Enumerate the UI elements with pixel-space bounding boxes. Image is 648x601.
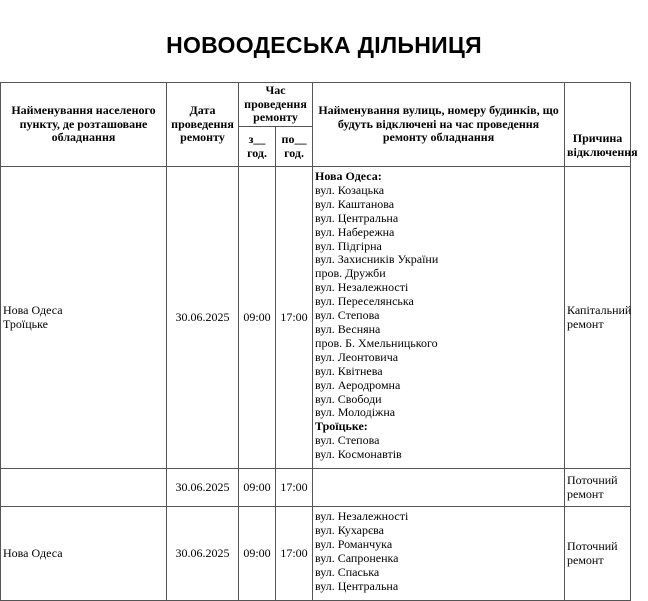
street-item: вул. Космонавтів bbox=[315, 447, 402, 462]
street-item: вул. Свободи bbox=[315, 391, 382, 406]
street-item: вул. Кухарєва bbox=[315, 522, 384, 537]
table-row bbox=[1, 167, 631, 469]
time-to-cell: 17:00 bbox=[276, 167, 313, 469]
street-item: вул. Сапроненка bbox=[315, 550, 399, 565]
location-cell bbox=[1, 469, 167, 507]
header-to: по__ год. bbox=[276, 127, 313, 167]
header-time: Час проведення ремонту bbox=[239, 83, 313, 127]
header-location: Найменування населеного пункту, де розташоване обладнання bbox=[1, 83, 167, 167]
location-name: Нова Одеса bbox=[3, 545, 63, 560]
street-item: вул. Романчука bbox=[315, 536, 393, 551]
street-item: вул. Захисників України bbox=[315, 252, 439, 267]
street-item: пров. Дружби bbox=[315, 266, 386, 281]
table-row bbox=[1, 507, 631, 601]
table-row bbox=[1, 469, 631, 507]
date-cell: 30.06.2025 bbox=[167, 469, 239, 507]
street-item: вул. Козацька bbox=[315, 182, 385, 197]
street-item: вул. Центральна bbox=[315, 210, 399, 225]
time-from-cell: 09:00 bbox=[239, 167, 276, 469]
street-item: вул. Переселянська bbox=[315, 294, 414, 309]
street-item: вул. Незалежності bbox=[315, 509, 409, 523]
date-cell: 30.06.2025 bbox=[167, 507, 239, 601]
street-item: вул. Центральна bbox=[315, 578, 399, 593]
street-item: вул. Підгірна bbox=[315, 238, 382, 253]
time-to-cell: 17:00 bbox=[276, 469, 313, 507]
street-item: пров. Б. Хмельницького bbox=[315, 335, 438, 350]
streets-cell bbox=[313, 507, 565, 601]
street-item: вул. Степова bbox=[315, 433, 380, 448]
town-heading: Нова Одеса: bbox=[315, 169, 382, 183]
town-heading: Троїцьке: bbox=[315, 419, 368, 434]
location-name: Нова Одеса bbox=[3, 302, 63, 317]
street-item: вул. Квітнева bbox=[315, 363, 383, 378]
time-to-cell: 17:00 bbox=[276, 507, 313, 601]
header-date: Дата проведення ремонту bbox=[167, 83, 239, 167]
page-title: НОВООДЕСЬКА ДІЛЬНИЦЯ bbox=[166, 32, 482, 58]
date-cell: 30.06.2025 bbox=[167, 167, 239, 469]
street-item: вул. Аеродромна bbox=[315, 377, 401, 392]
location-cell bbox=[1, 507, 167, 601]
header-streets: Найменування вулиць, номеру будинків, що будуть відключені на час проведення ремонту обладнання bbox=[313, 83, 565, 167]
time-from-cell: 09:00 bbox=[239, 507, 276, 601]
reason-cell: Поточний ремонт bbox=[565, 469, 631, 507]
header-from: з__ год. bbox=[239, 127, 276, 167]
location-name: Троїцьке bbox=[3, 316, 48, 331]
street-item: вул. Молодіжна bbox=[315, 405, 396, 420]
outage-table bbox=[0, 82, 638, 601]
street-item: вул. Спаська bbox=[315, 564, 380, 579]
location-cell bbox=[1, 167, 167, 469]
street-item: вул. Степова bbox=[315, 308, 380, 323]
street-item: вул. Весняна bbox=[315, 321, 381, 336]
street-item: вул. Каштанова bbox=[315, 196, 395, 211]
streets-cell bbox=[313, 469, 565, 507]
streets-cell bbox=[313, 167, 565, 469]
header-reason-blank bbox=[565, 83, 631, 127]
street-item: вул. Незалежності bbox=[315, 280, 409, 295]
table-body bbox=[1, 167, 631, 601]
header-reason: Причина відключення bbox=[565, 127, 631, 167]
reason-cell: Поточний ремонт bbox=[565, 507, 631, 601]
time-from-cell: 09:00 bbox=[239, 469, 276, 507]
street-item: вул. Леонтовича bbox=[315, 349, 399, 364]
reason-cell: Капітальний ремонт bbox=[565, 167, 631, 469]
street-item: вул. Набережна bbox=[315, 224, 395, 239]
